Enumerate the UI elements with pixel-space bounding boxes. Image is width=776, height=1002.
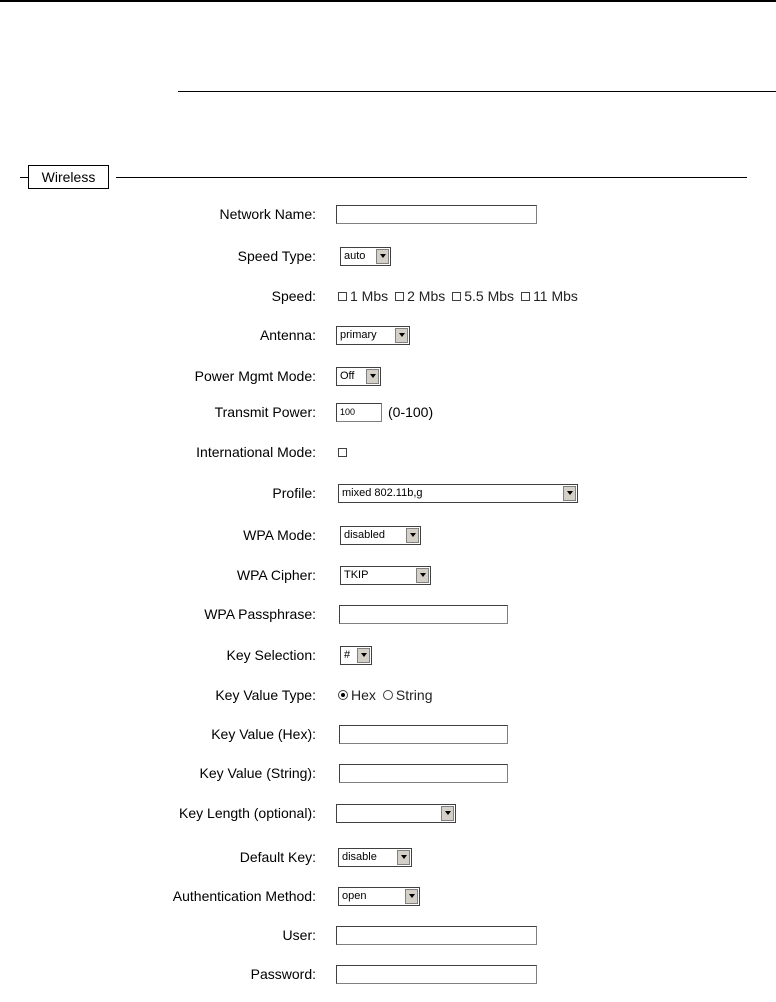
- row-network-name: [0, 200, 776, 228]
- international-mode-checkbox[interactable]: [338, 448, 347, 457]
- default-key-value: disable: [342, 851, 377, 863]
- key-value-type-label: Key Value Type:: [215, 687, 316, 703]
- international-mode-label: International Mode:: [196, 444, 316, 460]
- speed-5-5mbs-checkbox[interactable]: [452, 292, 461, 301]
- key-selection-label: Key Selection:: [226, 647, 316, 663]
- key-value-string-input[interactable]: [339, 764, 508, 783]
- chevron-down-icon[interactable]: [406, 528, 419, 543]
- key-value-type-string-radio[interactable]: [383, 690, 393, 700]
- chevron-down-icon[interactable]: [376, 249, 389, 264]
- power-mgmt-mode-label: Power Mgmt Mode:: [194, 368, 316, 384]
- key-value-type-option-label: String: [395, 687, 433, 703]
- speed-option-label: 11 Mbs: [533, 288, 578, 304]
- fieldset-legend: Wireless: [28, 165, 109, 189]
- password-label: Password:: [250, 966, 316, 982]
- speed-label: Speed:: [271, 288, 316, 304]
- row-wpa-mode: [0, 521, 776, 549]
- header-divider: [178, 91, 776, 92]
- speed-option-label: 2 Mbs: [407, 288, 446, 304]
- key-value-hex-label: Key Value (Hex):: [211, 726, 316, 742]
- authentication-method-select[interactable]: [338, 887, 420, 906]
- row-antenna: [0, 321, 776, 349]
- network-name-input[interactable]: [336, 205, 537, 224]
- wpa-cipher-label: WPA Cipher:: [236, 567, 316, 583]
- user-label: User:: [282, 927, 316, 943]
- profile-select[interactable]: [338, 484, 578, 503]
- transmit-power-range-note: (0-100): [388, 404, 434, 420]
- speed-type-label: Speed Type:: [237, 248, 316, 264]
- row-key-value-string: [0, 759, 776, 787]
- key-length-select[interactable]: [336, 804, 456, 823]
- authentication-method-label: Authentication Method:: [172, 888, 316, 904]
- chevron-down-icon[interactable]: [395, 328, 408, 343]
- row-key-value-type: [0, 681, 776, 709]
- wpa-passphrase-label: WPA Passphrase:: [204, 606, 316, 622]
- top-rule: [0, 0, 776, 2]
- key-value-string-label: Key Value (String):: [199, 765, 316, 781]
- wpa-passphrase-input[interactable]: [339, 605, 508, 624]
- speed-option-label: 5.5 Mbs: [464, 288, 515, 304]
- row-default-key: [0, 843, 776, 871]
- password-input[interactable]: [336, 965, 537, 984]
- wpa-cipher-value: TKIP: [344, 569, 369, 581]
- speed-2mbs-checkbox[interactable]: [395, 292, 404, 301]
- profile-value: mixed 802.11b,g: [342, 487, 423, 499]
- chevron-down-icon[interactable]: [397, 850, 410, 865]
- chevron-down-icon[interactable]: [366, 369, 379, 384]
- chevron-down-icon[interactable]: [357, 648, 370, 663]
- row-wpa-cipher: [0, 561, 776, 589]
- row-key-selection: [0, 641, 776, 669]
- key-length-label: Key Length (optional):: [179, 805, 316, 821]
- key-value-hex-input[interactable]: [339, 725, 508, 744]
- speed-type-select[interactable]: [340, 247, 391, 266]
- wpa-mode-value: disabled: [344, 529, 385, 541]
- speed-type-value: auto: [344, 250, 366, 262]
- row-transmit-power: [0, 398, 776, 426]
- key-value-type-option-label: Hex: [351, 687, 376, 703]
- chevron-down-icon[interactable]: [563, 486, 576, 501]
- chevron-down-icon[interactable]: [405, 889, 418, 904]
- antenna-select[interactable]: [336, 326, 410, 345]
- transmit-power-label: Transmit Power:: [214, 404, 316, 420]
- power-mgmt-mode-value: Off: [340, 370, 355, 382]
- default-key-select[interactable]: [338, 848, 412, 867]
- row-user: [0, 921, 776, 949]
- profile-label: Profile:: [272, 485, 316, 501]
- row-key-length: [0, 799, 776, 827]
- row-key-value-hex: [0, 720, 776, 748]
- row-wpa-passphrase: [0, 600, 776, 628]
- key-selection-value: #: [344, 649, 351, 661]
- key-selection-select[interactable]: [340, 646, 372, 665]
- row-authentication-method: [0, 882, 776, 910]
- row-international-mode: [0, 438, 776, 466]
- speed-11mbs-checkbox[interactable]: [521, 292, 530, 301]
- user-input[interactable]: [336, 926, 537, 945]
- fieldset-border-top: [116, 177, 747, 178]
- row-speed-type: [0, 242, 776, 270]
- row-password: [0, 960, 776, 988]
- fieldset-border-left: [20, 177, 28, 178]
- row-profile: [0, 479, 776, 507]
- chevron-down-icon[interactable]: [416, 568, 429, 583]
- power-mgmt-mode-select[interactable]: [336, 367, 381, 386]
- antenna-value: primary: [340, 329, 377, 341]
- network-name-label: Network Name:: [219, 206, 316, 222]
- wpa-mode-select[interactable]: [340, 526, 421, 545]
- speed-option-label: 1 Mbs: [350, 288, 389, 304]
- chevron-down-icon[interactable]: [441, 806, 454, 821]
- authentication-method-value: open: [342, 890, 367, 902]
- wpa-mode-label: WPA Mode:: [243, 527, 316, 543]
- default-key-label: Default Key:: [239, 849, 316, 865]
- transmit-power-input[interactable]: 100: [336, 403, 382, 422]
- wpa-cipher-select[interactable]: [340, 566, 431, 585]
- row-speed: [0, 282, 776, 310]
- key-value-type-hex-radio[interactable]: [338, 690, 348, 700]
- speed-1mbs-checkbox[interactable]: [338, 292, 347, 301]
- antenna-label: Antenna:: [259, 327, 316, 343]
- row-power-mgmt-mode: [0, 362, 776, 390]
